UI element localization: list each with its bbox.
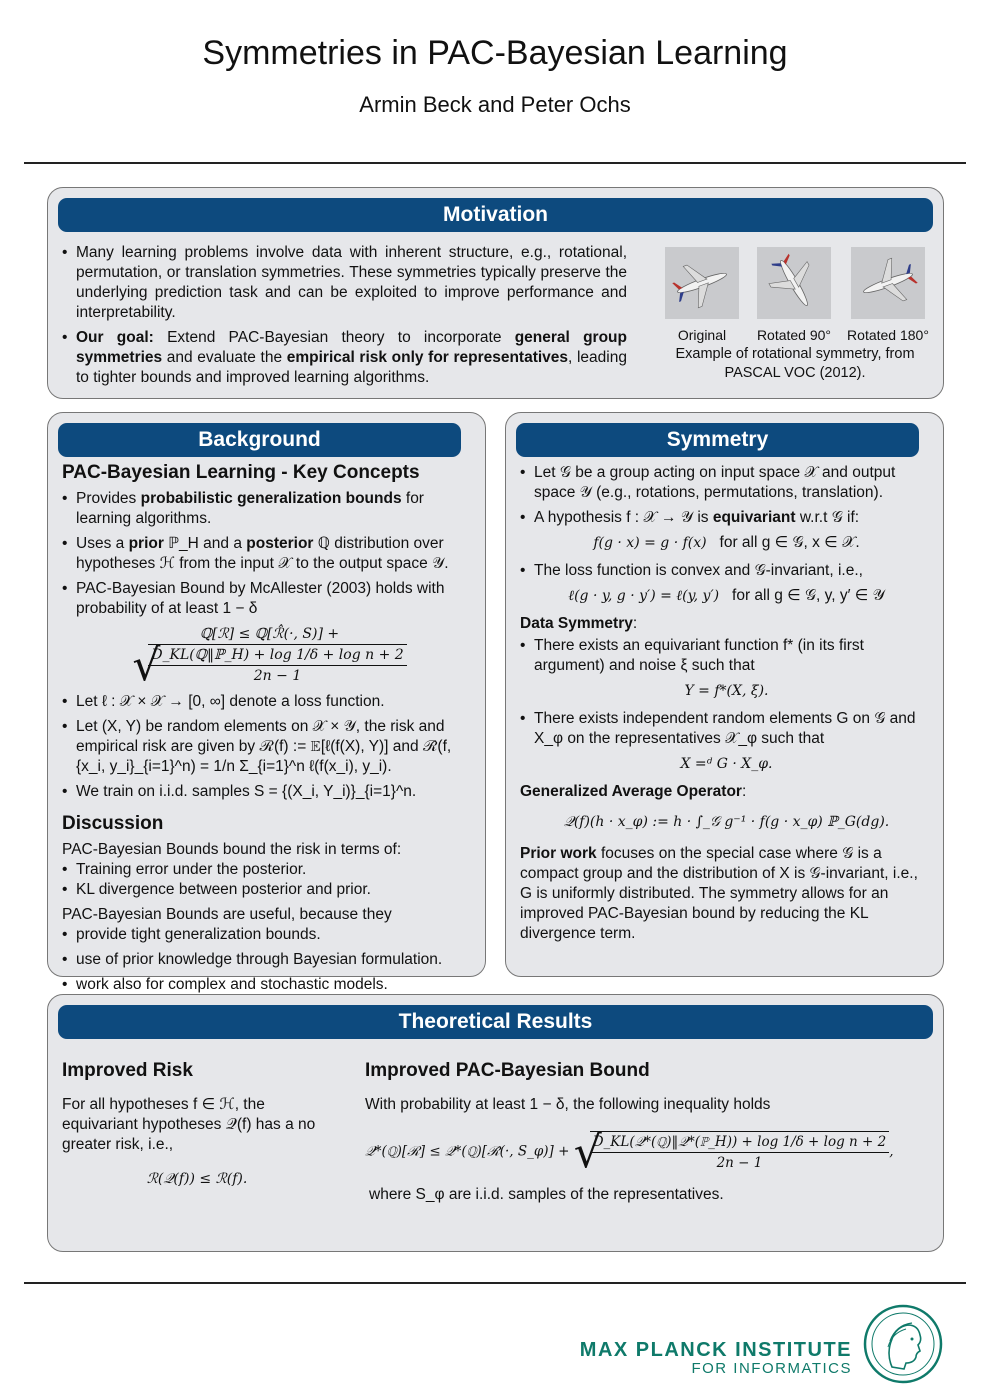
distribution-equation: X =ᵈ G · X_φ. <box>680 756 773 772</box>
airplane-rotated-180-icon <box>851 247 925 319</box>
data-model-equation: Y = f*(X, ξ). <box>684 683 769 699</box>
background-panel <box>47 412 486 993</box>
poster-authors: Armin Beck and Peter Ochs <box>359 92 631 117</box>
background-bullet-2: • Uses a prior ℙ_H and a posterior ℚ distribution over hypotheses ℋ from the input 𝒳 to the output space 𝒴. <box>62 534 477 574</box>
background-bullet-5: • Let (X, Y) be random elements on 𝒳 × 𝒴, the risk and empirical risk are given by ℛ(f) := 𝔼[ℓ(f(X), Y)] and ℛ̂(f, {x_i, y_i}_{i=1}^n) = 1/n Σ_{i=1}^n ℓ(f(x_i), y_i). <box>62 717 477 777</box>
discussion-item: • Training error under the posterior. <box>62 860 477 880</box>
goal-label: Our goal: <box>76 329 154 346</box>
discussion-item: • KL divergence between posterior and prior. <box>62 880 477 900</box>
improved-risk-section <box>62 1061 332 1197</box>
motivation-panel <box>47 187 944 399</box>
discussion-intro-2: PAC-Bayesian Bounds are useful, because they <box>62 906 392 923</box>
symmetry-bullet-1: • Let 𝒢 be a group acting on input space 𝒳 and output space 𝒴 (e.g., rotations, permutations, translation). <box>520 463 933 503</box>
background-bullet-1: • Provides probabilistic generalization bounds for learning algorithms. <box>62 489 477 529</box>
background-bullet-6: • We train on i.i.d. samples S = {(X_i, Y_i)}_{i=1}^n. <box>62 782 477 802</box>
improved-bound-text: With probability at least 1 − δ, the following inequality holds <box>365 1096 771 1113</box>
discussion-item: • use of prior knowledge through Bayesian formulation. <box>62 950 477 970</box>
discussion-heading: Discussion <box>62 813 164 834</box>
symmetry-bullet-2: • A hypothesis f : 𝒳 → 𝒴 is equivariant w.r.t 𝒢 if: <box>520 508 933 528</box>
results-panel <box>47 994 944 1252</box>
image-label-original: Original <box>677 327 727 343</box>
background-bullet-4: • Let ℓ : 𝒳 × 𝒳 → [0, ∞] denote a loss function. <box>62 692 477 712</box>
institute-logo <box>862 1303 944 1385</box>
data-symmetry-bullet-1: • There exists an equivariant function f* (in its first argument) and noise ξ such that <box>520 636 933 676</box>
airplane-image-original <box>665 247 739 319</box>
key-concepts-heading: PAC-Bayesian Learning - Key Concepts <box>62 462 420 483</box>
improved-bound-equation: 𝒬*(ℚ)[ℛ] ≤ 𝒬*(ℚ)[ℛ̂(·, S_φ)] + √ $\frac{\text{D\_KL(𝒬*(ℚ)‖𝒬*(ℙ\_H)) + log 1/δ + log n + 2}}{2n - 1}$ , <box>365 1127 894 1178</box>
motivation-heading: Motivation <box>58 198 933 232</box>
prior-work-paragraph: Prior work focuses on the special case where 𝒢 is a compact group and the distribution of X is 𝒢-invariant, i.e., G is uniformly distributed. The symmetry allows for an improved PAC-Bayesian bound by reducing the KL divergence term. <box>520 845 918 942</box>
background-bullet-3: • PAC-Bayesian Bound by McAllester (2003) holds with probability of at least 1 − δ <box>62 579 477 619</box>
bottom-divider <box>24 1282 966 1284</box>
generalized-average-operator-heading: Generalized Average Operator: <box>520 783 747 800</box>
minerva-seal-icon <box>862 1303 944 1385</box>
image-label-rotated-180: Rotated 180° <box>847 327 929 343</box>
background-content <box>62 463 477 1000</box>
symmetry-heading: Symmetry <box>516 423 919 457</box>
equivariance-equation: f(g · x) = g · f(x) for all g ∈ 𝒢, x ∈ 𝒳. <box>593 534 860 551</box>
invariance-equation: ℓ(g · y, g · y′) = ℓ(y, y′) for all g ∈ 𝒢, y, y′ ∈ 𝒴 <box>568 587 885 604</box>
airplane-image-rotated-90 <box>757 247 831 319</box>
improved-bound-section <box>365 1061 933 1205</box>
poster-title: Symmetries in PAC-Bayesian Learning <box>202 34 788 72</box>
improved-risk-text: For all hypotheses f ∈ ℋ, the equivariant hypotheses 𝒬(f) has a no greater risk, i.e., <box>62 1096 316 1153</box>
improved-bound-footnote: where S_φ are i.i.d. samples of the representatives. <box>369 1186 724 1203</box>
data-symmetry-bullet-2: • There exists independent random elements G on 𝒢 and X_φ on the representatives 𝒳_φ such that <box>520 709 933 749</box>
motivation-text <box>62 243 627 393</box>
top-divider <box>24 162 966 164</box>
results-heading: Theoretical Results <box>58 1005 933 1039</box>
airplane-image-rotated-180 <box>851 247 925 319</box>
discussion-item: • provide tight generalization bounds. <box>62 925 477 945</box>
discussion-item: • work also for complex and stochastic models. <box>62 975 477 995</box>
improved-risk-heading: Improved Risk <box>62 1060 193 1081</box>
discussion-intro-1: PAC-Bayesian Bounds bound the risk in terms of: <box>62 841 402 858</box>
institute-subtitle: FOR INFORMATICS <box>691 1360 852 1377</box>
airplane-icon <box>665 247 739 319</box>
motivation-bullet-goal: • Our goal: Extend PAC-Bayesian theory to incorporate general group symmetries and evaluate the empirical risk only for representatives, leading to tighter bounds and improved learning algorithms. <box>62 328 627 388</box>
symmetry-bullet-3: • The loss function is convex and 𝒢-invariant, i.e., <box>520 561 933 581</box>
image-caption: Example of rotational symmetry, from PASCAL VOC (2012). <box>675 346 915 381</box>
mcallester-bound-equation: ℚ[ℛ] ≤ ℚ[ℛ̂(·, S)] + √ $\frac{\text{D\_KL(ℚ‖ℙ\_H) + log 1/δ + log n + 2}}{2n - 1}$ <box>62 624 477 686</box>
improved-risk-equation: ℛ(𝒬(f)) ≤ ℛ(f). <box>146 1171 248 1187</box>
symmetry-panel <box>505 412 944 977</box>
airplane-rotated-90-icon <box>757 247 831 319</box>
institute-name: MAX PLANCK INSTITUTE <box>579 1339 852 1361</box>
image-label-rotated-90: Rotated 90° <box>756 327 832 343</box>
improved-bound-heading: Improved PAC-Bayesian Bound <box>365 1060 650 1081</box>
average-operator-equation: 𝒬(f)(h · x_φ) := h · ∫_𝒢 g⁻¹ · f(g · x_φ) ℙ_G(dg). <box>563 814 890 830</box>
data-symmetry-heading: Data Symmetry: <box>520 615 638 632</box>
background-heading: Background <box>58 423 461 457</box>
symmetry-content <box>520 463 933 944</box>
motivation-bullet-1: • Many learning problems involve data with inherent structure, e.g., rotational, permutation, or translation symmetries. These symmetries typically preserve the underlying prediction task and can be exploited to improve performance and interpretability. <box>62 243 627 323</box>
